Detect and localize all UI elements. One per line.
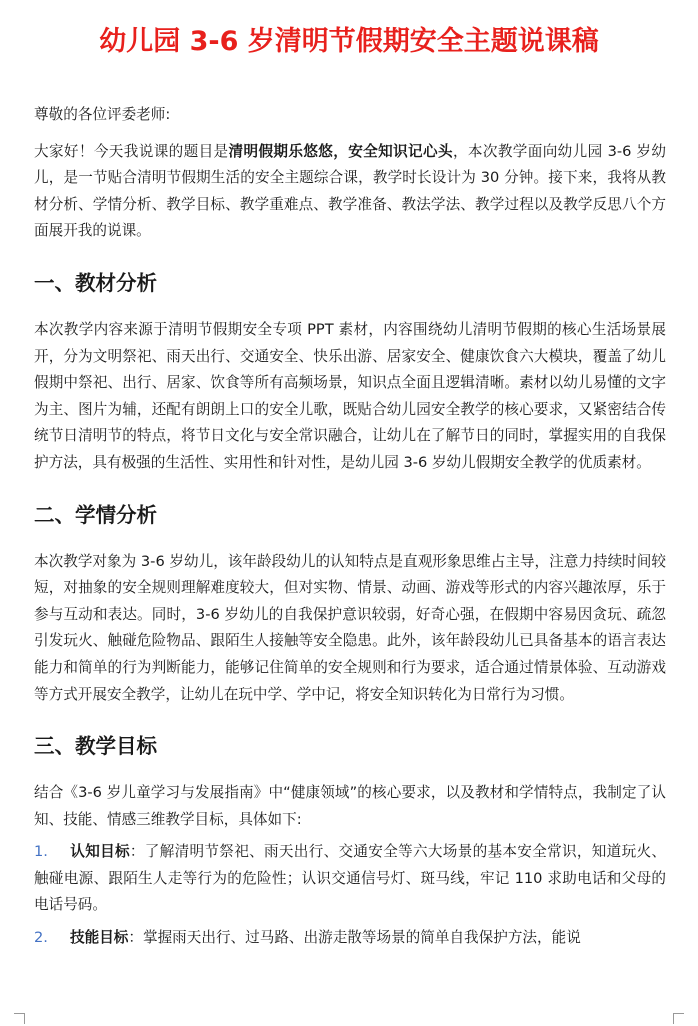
salutation: 尊敬的各位评委老师: <box>34 106 171 123</box>
list-item <box>34 925 666 952</box>
list-item-label: 认知目标 <box>70 843 130 861</box>
list-item <box>34 839 666 919</box>
intro-before: 大家好！今天我说课的题目是 <box>34 142 229 160</box>
intro-after: ，本次教学面向幼儿园 3-6 岁幼儿，是一节贴合清明节假期生活的安全主题综合课，教学时长设计为 30 分钟。接下来，我将从教材分析、学情分析、教学目标、教学重难点、教学准备、教法学法、教学过程以及教学反思八个方面展开我的说课。 <box>34 142 666 240</box>
section-text-objectives: 结合《3-6 岁儿童学习与发展指南》中“健康领域”的核心要求，以及教材和学情特点，我制定了认知、技能、情感三维教学目标，具体如下: <box>34 784 666 828</box>
section-text-materials: 本次教学内容来源于清明节假期安全专项 PPT 素材，内容围绕幼儿清明节假期的核心生活场景展开，分为文明祭祀、雨天出行、交通安全、快乐出游、居家安全、健康饮食六大模块，覆盖了幼儿假期中祭祀、出行、居家、饮食等所有高频场景，知识点全面且逻辑清晰。素材以幼儿易懂的文字为主、图片为辅，还配有朗朗上口的安全儿歌，既贴合幼儿园安全教学的核心要求，又紧密结合传统节日清明节的特点，将节日文化与安全常识融合，让幼儿在了解节日的同时，掌握实用的自我保护方法，具有极强的生活性、实用性和针对性，是幼儿园 3-6 岁幼儿假期安全教学的优质素材。 <box>34 320 666 471</box>
document-title: 幼儿园 3-6 岁清明节假期安全主题说课稿 <box>99 26 599 57</box>
lesson-topic: 清明假期乐悠悠，安全知识记心头 <box>228 142 453 160</box>
list-item-text: ：了解清明节祭祀、雨天出行、交通安全等六大场景的基本安全常识，知道玩火、触碰电源、跟陌生人走等行为的危险性；认识交通信号灯、斑马线，牢记 110 求助电话和父母的电话号码。 <box>34 843 666 914</box>
list-item-label: 技能目标 <box>70 929 129 947</box>
section-heading-objectives: 三、教学目标 <box>34 734 157 759</box>
page-corner-mark-right <box>673 1013 684 1024</box>
section-text-learners: 本次教学对象为 3-6 岁幼儿，该年龄段幼儿的认知特点是直观形象思维占主导，注意力持续时间较短，对抽象的安全规则理解难度较大，但对实物、情景、动画、游戏等形式的内容兴趣浓厚，乐于参与互动和表达。同时，3-6 岁幼儿的自我保护意识较弱，好奇心强，在假期中容易因贪玩、疏忽引发玩火、触碰危险物品、跟陌生人接触等安全隐患。此外，该年龄段幼儿已具备基本的语言表达能力和简单的行为判断能力，能够记住简单的安全规则和行为要求，适合通过情景体验、互动游戏等方式开展安全教学，让幼儿在玩中学、学中记，将安全知识转化为日常行为习惯。 <box>34 552 666 703</box>
intro-paragraph <box>34 139 666 245</box>
list-number: 1. <box>34 843 48 861</box>
section-heading-learners: 二、学情分析 <box>34 502 157 527</box>
list-item-text: ：掌握雨天出行、过马路、出游走散等场景的简单自我保护方法，能说 <box>128 929 581 947</box>
document-body <box>34 102 666 958</box>
list-number: 2. <box>34 929 48 947</box>
objectives-list <box>34 839 666 951</box>
page-corner-mark-left <box>14 1013 25 1024</box>
section-heading-materials: 一、教材分析 <box>34 270 157 295</box>
